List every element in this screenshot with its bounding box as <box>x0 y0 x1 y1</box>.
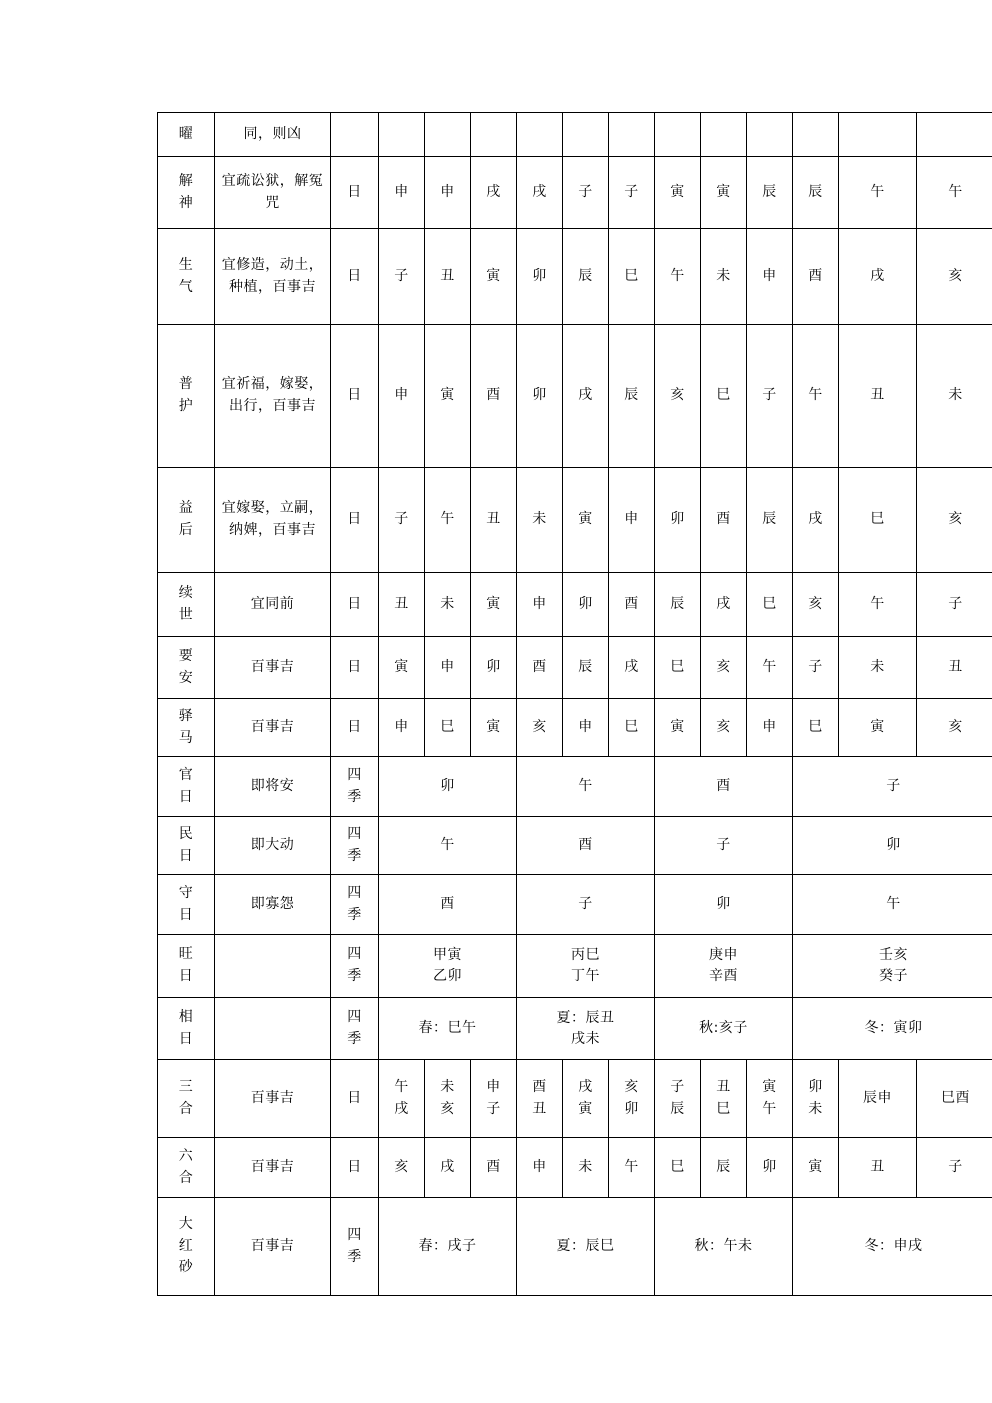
row-period <box>331 113 379 157</box>
data-cell-pair <box>655 1060 701 1138</box>
season-line: 甲寅 <box>433 947 462 963</box>
season-line: 癸子 <box>879 968 908 984</box>
row-period: 四季 <box>331 817 379 875</box>
pair-text: 寅 <box>762 1078 777 1095</box>
table-row <box>158 468 992 573</box>
row-label: 大红砂 <box>158 1198 215 1296</box>
data-cell: 寅 <box>563 468 609 573</box>
data-cell: 巳 <box>655 637 701 699</box>
pair-text: 子 <box>486 1100 501 1117</box>
data-cell: 寅 <box>839 699 917 757</box>
data-cell: 申 <box>517 1138 563 1198</box>
data-cell: 午 <box>917 157 992 229</box>
data-cell: 午 <box>609 1138 655 1198</box>
data-cell: 未 <box>701 229 747 325</box>
table-row <box>158 1138 992 1198</box>
data-cell: 申 <box>379 157 425 229</box>
data-cell: 子 <box>379 229 425 325</box>
data-cell-season <box>517 998 655 1060</box>
data-cell: 亥 <box>917 468 992 573</box>
data-cell-season: 春：戌子 <box>379 1198 517 1296</box>
data-cell <box>655 113 701 157</box>
data-cell <box>747 113 793 157</box>
row-description: 同，则凶 <box>215 113 331 157</box>
table-row <box>158 699 992 757</box>
data-cell: 亥 <box>917 699 992 757</box>
pair-text: 辰 <box>670 1100 685 1117</box>
almanac-table-body <box>158 113 992 1296</box>
data-cell-season: 卯 <box>655 875 793 935</box>
data-cell-season: 冬：申戌 <box>793 1198 992 1296</box>
data-cell: 子 <box>563 157 609 229</box>
almanac-table-container <box>157 112 970 1296</box>
data-cell: 午 <box>747 637 793 699</box>
data-cell: 戌 <box>563 325 609 468</box>
data-cell: 寅 <box>655 699 701 757</box>
row-description: 宜同前 <box>215 573 331 637</box>
pair-text: 申 <box>486 1078 501 1095</box>
pair-text: 丑 <box>716 1078 731 1095</box>
row-description: 百事吉 <box>215 1060 331 1138</box>
data-cell: 申 <box>425 157 471 229</box>
row-description: 百事吉 <box>215 1138 331 1198</box>
row-period: 四季 <box>331 875 379 935</box>
row-label: 旺日 <box>158 935 215 998</box>
row-description: 即大动 <box>215 817 331 875</box>
data-cell: 子 <box>793 637 839 699</box>
data-cell-season: 酉 <box>655 757 793 817</box>
data-cell: 申 <box>425 637 471 699</box>
data-cell: 亥 <box>701 637 747 699</box>
data-cell: 卯 <box>563 573 609 637</box>
row-description: 百事吉 <box>215 637 331 699</box>
data-cell: 子 <box>379 468 425 573</box>
data-cell-season: 子 <box>517 875 655 935</box>
data-cell: 申 <box>563 699 609 757</box>
pair-text: 戌 <box>394 1100 409 1117</box>
row-label: 益后 <box>158 468 215 573</box>
row-period: 日 <box>331 325 379 468</box>
data-cell: 亥 <box>379 1138 425 1198</box>
data-cell: 亥 <box>701 699 747 757</box>
data-cell-season: 子 <box>655 817 793 875</box>
data-cell: 寅 <box>471 699 517 757</box>
data-cell: 戌 <box>839 229 917 325</box>
row-description: 宜祈福，嫁娶，出行，百事吉 <box>215 325 331 468</box>
data-cell-pair <box>747 1060 793 1138</box>
data-cell <box>425 113 471 157</box>
data-cell: 未 <box>563 1138 609 1198</box>
season-line: 庚申 <box>709 947 738 963</box>
data-cell-season <box>379 998 517 1060</box>
row-description: 宜嫁娶，立嗣，纳婢，百事吉 <box>215 468 331 573</box>
season-line: 夏：辰丑 <box>556 1009 615 1026</box>
data-cell-season: 子 <box>793 757 992 817</box>
pair-text: 戌 <box>578 1078 593 1095</box>
data-cell: 丑 <box>471 468 517 573</box>
data-cell <box>471 113 517 157</box>
data-cell: 辰 <box>609 325 655 468</box>
row-description <box>215 935 331 998</box>
table-row <box>158 229 992 325</box>
row-description: 百事吉 <box>215 699 331 757</box>
row-period: 日 <box>331 229 379 325</box>
data-cell: 辰申 <box>839 1060 917 1138</box>
table-row <box>158 573 992 637</box>
data-cell-season <box>793 998 992 1060</box>
data-cell: 辰 <box>793 157 839 229</box>
season-line: 辛酉 <box>709 968 738 984</box>
data-cell: 午 <box>425 468 471 573</box>
pair-text: 子 <box>670 1078 685 1095</box>
row-description: 百事吉 <box>215 1198 331 1296</box>
season-line: 冬：寅卯 <box>864 1020 923 1036</box>
data-cell: 酉 <box>701 468 747 573</box>
pair-text: 寅 <box>578 1100 593 1117</box>
data-cell-season <box>655 998 793 1060</box>
data-cell: 寅 <box>471 573 517 637</box>
data-cell: 未 <box>517 468 563 573</box>
data-cell-pair <box>563 1060 609 1138</box>
table-row <box>158 757 992 817</box>
data-cell-pair <box>471 1060 517 1138</box>
table-row <box>158 113 992 157</box>
data-cell: 卯 <box>517 229 563 325</box>
data-cell <box>563 113 609 157</box>
data-cell: 寅 <box>425 325 471 468</box>
row-label: 驿马 <box>158 699 215 757</box>
data-cell: 子 <box>917 573 992 637</box>
data-cell-season: 酉 <box>517 817 655 875</box>
data-cell-pair <box>517 1060 563 1138</box>
data-cell: 亥 <box>793 573 839 637</box>
data-cell-season: 酉 <box>379 875 517 935</box>
data-cell: 酉 <box>793 229 839 325</box>
data-cell: 酉 <box>517 637 563 699</box>
data-cell: 卯 <box>747 1138 793 1198</box>
data-cell: 辰 <box>701 1138 747 1198</box>
row-description: 即将安 <box>215 757 331 817</box>
table-row <box>158 325 992 468</box>
data-cell: 酉 <box>471 325 517 468</box>
season-line: 丁午 <box>571 968 600 984</box>
table-row <box>158 1198 992 1296</box>
data-cell: 丑 <box>425 229 471 325</box>
data-cell: 丑 <box>917 637 992 699</box>
data-cell-season: 卯 <box>379 757 517 817</box>
pair-text: 巳 <box>716 1100 731 1117</box>
row-period: 日 <box>331 157 379 229</box>
row-period: 日 <box>331 699 379 757</box>
pair-text: 午 <box>762 1100 777 1117</box>
row-period: 四季 <box>331 935 379 998</box>
data-cell-season: 卯 <box>793 817 992 875</box>
table-row <box>158 875 992 935</box>
data-cell: 午 <box>793 325 839 468</box>
data-cell <box>839 113 917 157</box>
table-row <box>158 817 992 875</box>
row-label: 官日 <box>158 757 215 817</box>
season-line: 丙巳 <box>571 947 600 963</box>
data-cell: 申 <box>747 229 793 325</box>
data-cell: 戌 <box>471 157 517 229</box>
data-cell-season <box>793 935 992 998</box>
table-row <box>158 998 992 1060</box>
data-cell: 巳酉 <box>917 1060 992 1138</box>
season-line: 戌未 <box>571 1030 600 1047</box>
data-cell: 午 <box>655 229 701 325</box>
data-cell <box>793 113 839 157</box>
row-label: 普护 <box>158 325 215 468</box>
row-description: 即寡怨 <box>215 875 331 935</box>
data-cell: 申 <box>379 325 425 468</box>
data-cell-season: 午 <box>379 817 517 875</box>
data-cell: 卯 <box>471 637 517 699</box>
pair-text: 丑 <box>532 1100 547 1117</box>
data-cell: 丑 <box>839 325 917 468</box>
data-cell: 辰 <box>563 637 609 699</box>
data-cell: 巳 <box>701 325 747 468</box>
data-cell: 未 <box>917 325 992 468</box>
pair-text: 午 <box>394 1078 409 1095</box>
data-cell: 酉 <box>471 1138 517 1198</box>
data-cell: 寅 <box>701 157 747 229</box>
table-row <box>158 935 992 998</box>
table-row <box>158 157 992 229</box>
row-description <box>215 998 331 1060</box>
data-cell: 卯 <box>655 468 701 573</box>
data-cell-season: 夏：辰巳 <box>517 1198 655 1296</box>
row-period: 日 <box>331 1138 379 1198</box>
data-cell-pair <box>793 1060 839 1138</box>
table-row <box>158 637 992 699</box>
data-cell: 未 <box>839 637 917 699</box>
row-period: 日 <box>331 1060 379 1138</box>
data-cell: 午 <box>839 157 917 229</box>
data-cell: 戌 <box>701 573 747 637</box>
data-cell: 未 <box>425 573 471 637</box>
data-cell: 丑 <box>839 1138 917 1198</box>
data-cell: 丑 <box>379 573 425 637</box>
data-cell-pair <box>701 1060 747 1138</box>
row-description: 宜疏讼狱，解冤咒 <box>215 157 331 229</box>
row-period: 四季 <box>331 998 379 1060</box>
data-cell: 亥 <box>655 325 701 468</box>
data-cell: 子 <box>747 325 793 468</box>
season-line: 壬亥 <box>879 947 908 963</box>
data-cell: 巳 <box>425 699 471 757</box>
data-cell: 戌 <box>425 1138 471 1198</box>
data-cell: 子 <box>609 157 655 229</box>
data-cell: 巳 <box>747 573 793 637</box>
data-cell: 申 <box>517 573 563 637</box>
pair-text: 卯 <box>808 1078 823 1095</box>
data-cell-pair <box>609 1060 655 1138</box>
data-cell-season: 午 <box>793 875 992 935</box>
table-row <box>158 1060 992 1138</box>
data-cell-season: 午 <box>517 757 655 817</box>
row-period: 日 <box>331 573 379 637</box>
data-cell: 申 <box>379 699 425 757</box>
data-cell-pair <box>425 1060 471 1138</box>
data-cell: 巳 <box>655 1138 701 1198</box>
data-cell: 卯 <box>517 325 563 468</box>
data-cell <box>917 113 992 157</box>
row-label: 曜 <box>158 113 215 157</box>
pair-text: 酉 <box>532 1078 547 1095</box>
data-cell <box>701 113 747 157</box>
data-cell: 巳 <box>839 468 917 573</box>
data-cell: 寅 <box>655 157 701 229</box>
data-cell: 午 <box>839 573 917 637</box>
pair-text: 未 <box>440 1078 455 1095</box>
data-cell: 辰 <box>747 157 793 229</box>
data-cell: 申 <box>747 699 793 757</box>
row-label: 解神 <box>158 157 215 229</box>
season-line: 秋:亥子 <box>699 1020 748 1036</box>
row-label: 续世 <box>158 573 215 637</box>
row-label: 民日 <box>158 817 215 875</box>
data-cell-season <box>517 935 655 998</box>
data-cell: 巳 <box>793 699 839 757</box>
data-cell: 巳 <box>609 699 655 757</box>
data-cell-season: 秋：午未 <box>655 1198 793 1296</box>
data-cell: 辰 <box>563 229 609 325</box>
data-cell: 寅 <box>379 637 425 699</box>
data-cell: 亥 <box>517 699 563 757</box>
almanac-table <box>157 112 992 1296</box>
data-cell: 戌 <box>793 468 839 573</box>
data-cell: 亥 <box>917 229 992 325</box>
data-cell: 戌 <box>609 637 655 699</box>
data-cell-pair <box>379 1060 425 1138</box>
data-cell <box>379 113 425 157</box>
season-line: 乙卯 <box>433 968 462 984</box>
data-cell: 戌 <box>517 157 563 229</box>
data-cell: 辰 <box>655 573 701 637</box>
row-label: 六合 <box>158 1138 215 1198</box>
data-cell: 申 <box>609 468 655 573</box>
row-label: 要安 <box>158 637 215 699</box>
row-label: 相日 <box>158 998 215 1060</box>
row-label: 生气 <box>158 229 215 325</box>
row-period: 四季 <box>331 1198 379 1296</box>
data-cell-season <box>379 935 517 998</box>
data-cell: 子 <box>917 1138 992 1198</box>
data-cell-season <box>655 935 793 998</box>
pair-text: 亥 <box>440 1100 455 1117</box>
data-cell <box>609 113 655 157</box>
data-cell: 酉 <box>609 573 655 637</box>
pair-text: 亥 <box>624 1078 639 1095</box>
data-cell <box>517 113 563 157</box>
data-cell: 寅 <box>793 1138 839 1198</box>
row-period: 日 <box>331 468 379 573</box>
pair-text: 卯 <box>624 1100 639 1117</box>
row-period: 日 <box>331 637 379 699</box>
data-cell: 辰 <box>747 468 793 573</box>
row-label: 守日 <box>158 875 215 935</box>
data-cell: 寅 <box>471 229 517 325</box>
season-line: 春：巳午 <box>418 1020 477 1036</box>
row-description: 宜修造，动土，种植，百事吉 <box>215 229 331 325</box>
row-period: 四季 <box>331 757 379 817</box>
data-cell: 巳 <box>609 229 655 325</box>
pair-text: 未 <box>808 1100 823 1117</box>
row-label: 三合 <box>158 1060 215 1138</box>
